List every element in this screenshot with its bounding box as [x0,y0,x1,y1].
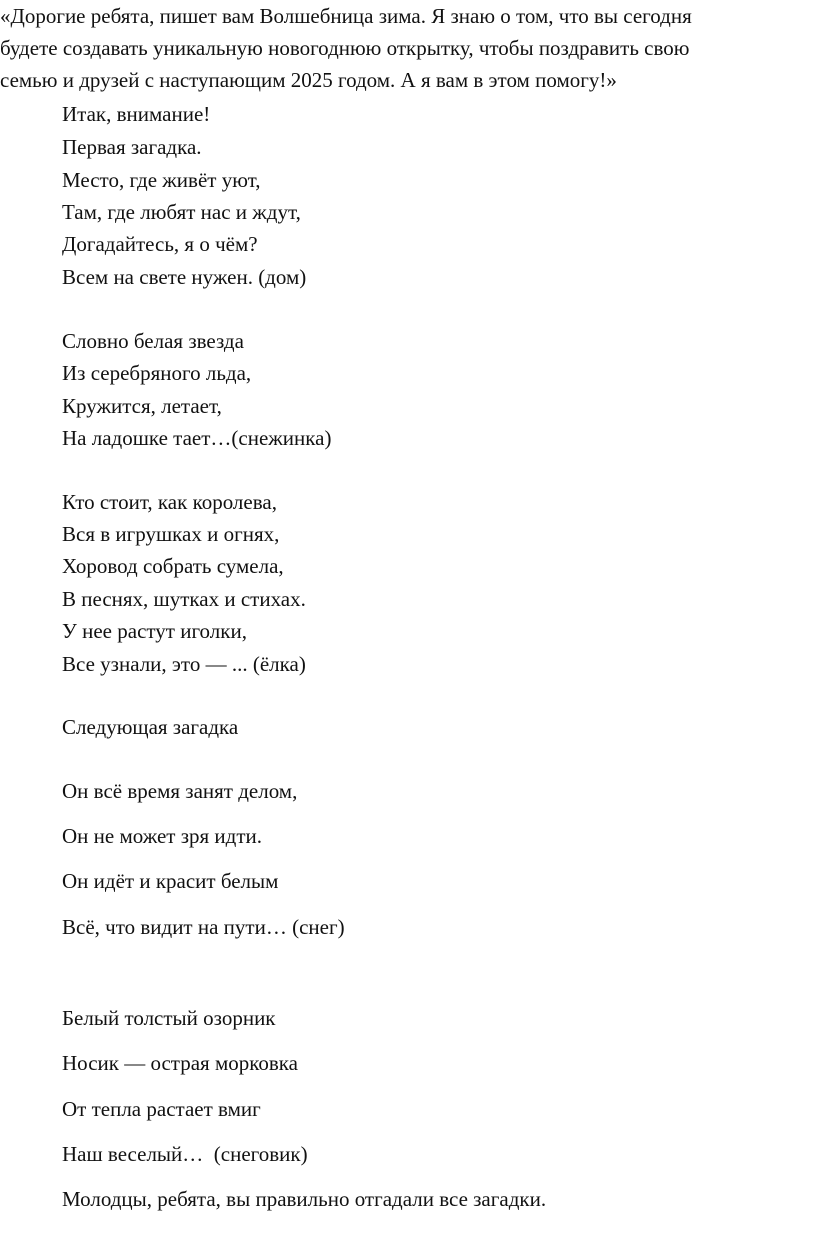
text-line: Из серебряного льда, [62,361,252,385]
intro-line: семью и друзей с наступающим 2025 годом. А я вам в этом помогу!» [0,68,617,92]
intro-paragraph [0,0,816,96]
text-line: Догадайтесь, я о чём? [62,232,258,256]
text-line: Он не может зря идти. [62,824,263,848]
text-line: Всем на свете нужен. (дом) [62,265,307,289]
text-line: Все узнали, это — ... (ёлка) [62,652,306,676]
text-line: Словно белая звезда [62,329,244,353]
text-line: Итак, внимание! [62,102,211,126]
text-line: Следующая загадка [62,715,239,739]
text-line: От тепла растает вмиг [62,1097,261,1121]
text-line: Вся в игрушках и огнях, [62,522,280,546]
text-line: Всё, что видит на пути… (снег) [62,915,345,939]
text-line: У нее растут иголки, [62,619,247,643]
text-line: Первая загадка. [62,135,202,159]
text-line: Он идёт и красит белым [62,869,279,893]
text-line: Носик — острая морковка [62,1051,299,1075]
text-line: В песнях, шутках и стихах. [62,587,306,611]
text-line: Наш веселый… (снеговик) [62,1142,308,1166]
intro-line: будете создавать уникальную новогоднюю открытку, чтобы поздравить свою [0,36,690,60]
text-line: На ладошке тает…(снежинка) [62,426,332,450]
text-line: Хоровод собрать сумела, [62,554,284,578]
text-line: Место, где живёт уют, [62,168,261,192]
text-line: Там, где любят нас и ждут, [62,200,301,224]
text-line: Кто стоит, как королева, [62,490,277,514]
text-line: Он всё время занят делом, [62,779,298,803]
text-line: Кружится, летает, [62,394,222,418]
text-line: Молодцы, ребята, вы правильно отгадали все загадки. [62,1187,547,1211]
text-line: Белый толстый озорник [62,1006,276,1030]
intro-line: «Дорогие ребята, пишет вам Волшебница зима. Я знаю о том, что вы сегодня [0,4,692,28]
